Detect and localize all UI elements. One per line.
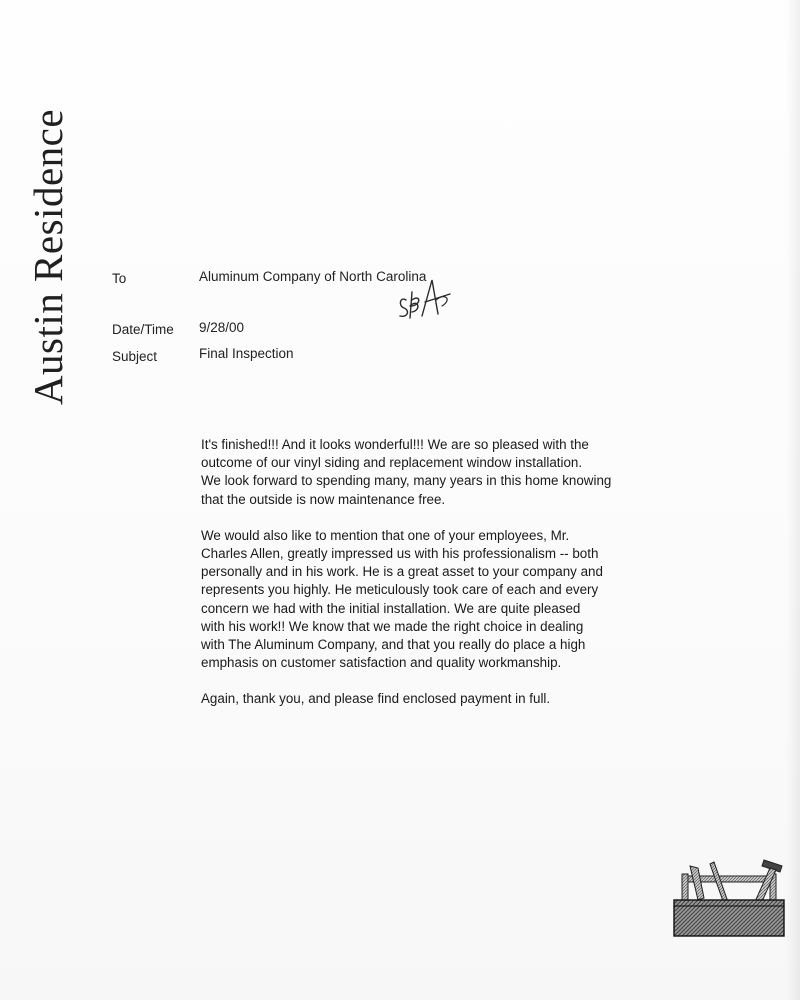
- text-line: with The Aluminum Company, and that you really do place a high: [201, 637, 586, 653]
- text-line: concern we had with the initial installation. We are quite pleased: [201, 600, 581, 616]
- text-line: emphasis on customer satisfaction and quality workmanship.: [201, 655, 562, 671]
- subject-value: Final Inspection: [199, 346, 294, 361]
- text-line: outcome of our vinyl siding and replacement window installation.: [201, 455, 583, 471]
- paragraph-1: [201, 436, 631, 509]
- to-value: Aluminum Company of North Carolina: [199, 269, 427, 284]
- text-line: Charles Allen, greatly impressed us with his professionalism -- both: [201, 546, 599, 562]
- paragraph-2: [201, 527, 631, 673]
- date-label: Date/Time: [112, 322, 174, 337]
- text-line: It's finished!!! And it looks wonderful!!! We are so pleased with the: [201, 437, 589, 452]
- text-line: We look forward to spending many, many years in this home knowing: [201, 473, 612, 489]
- letterhead: [22, 92, 74, 422]
- letterhead-title: Austin Residence: [25, 108, 71, 406]
- text-line: personally and in his work. He is a great asset to your company and: [201, 564, 603, 580]
- page-edge-shadow: [786, 0, 800, 1000]
- text-line: Again, thank you, and please find enclosed payment in full.: [201, 691, 551, 707]
- toolbox-icon: [670, 856, 788, 940]
- to-label: To: [112, 271, 127, 286]
- signature-mark: [392, 270, 456, 324]
- text-line: We would also like to mention that one of your employees, Mr.: [201, 527, 570, 543]
- paragraph-3: [201, 690, 631, 708]
- date-value: 9/28/00: [199, 320, 245, 335]
- text-line: represents you highly. He meticulously took care of each and every: [201, 582, 599, 598]
- letter-body: [201, 436, 631, 727]
- text-line: with his work!! We know that we made the right choice in dealing: [201, 618, 584, 634]
- text-line: that the outside is now maintenance free.: [201, 491, 446, 507]
- subject-label: Subject: [112, 349, 158, 364]
